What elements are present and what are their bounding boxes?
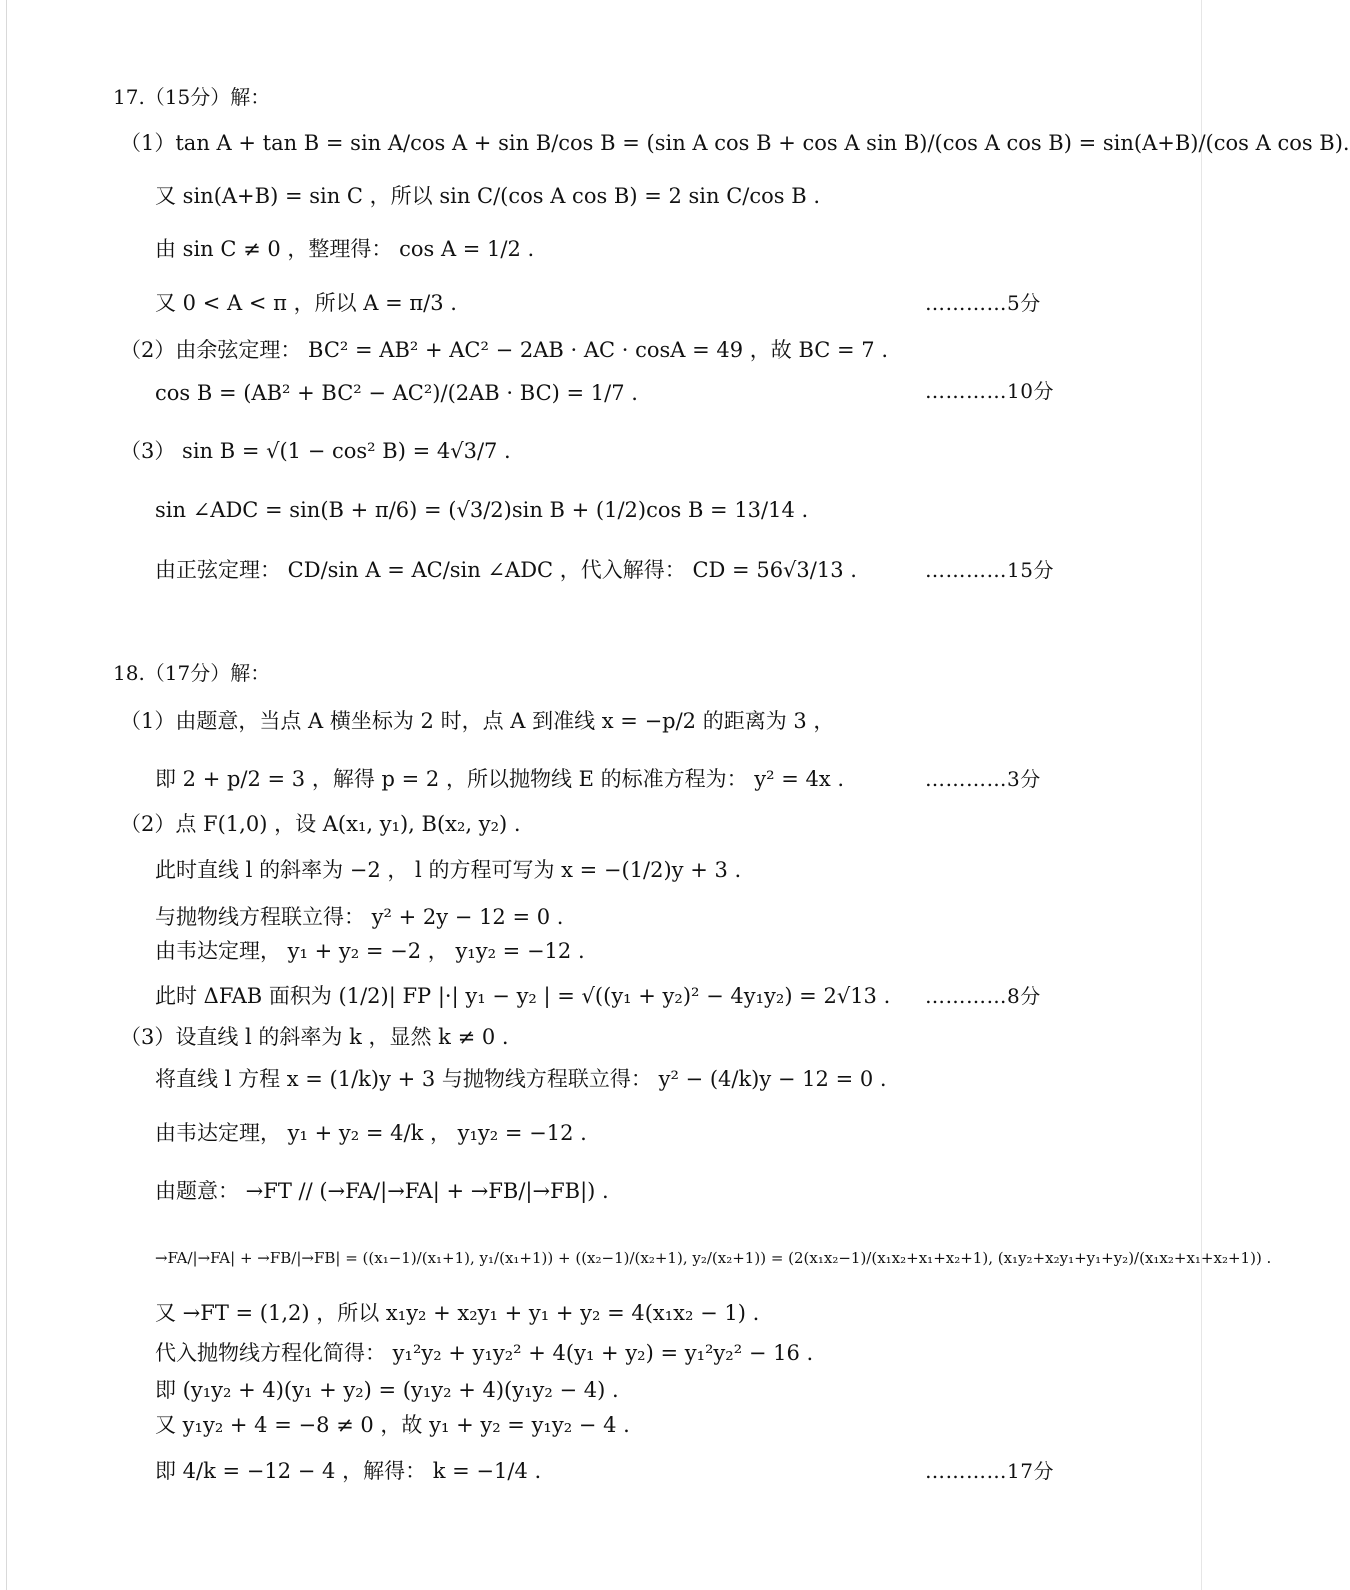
p17-line-6: cos B = (AB² + BC² − AC²)/(2AB · BC) = 1/7 . bbox=[155, 381, 638, 405]
p17-line-4: 又 0 < A < π ，所以 A = π/3 . bbox=[155, 291, 457, 315]
p18-line-13: 又 →FT = (1,2) ，所以 x₁y₂ + x₂y₁ + y₁ + y₂ = 4(x₁x₂ − 1) . bbox=[155, 1301, 760, 1325]
p18-line-2: 即 2 + p/2 = 3 ，解得 p = 2 ，所以抛物线 E 的标准方程为： y² = 4x . bbox=[155, 767, 845, 791]
p17-score-15: …………15分 bbox=[925, 558, 1054, 582]
p18-line-10: 由韦达定理， y₁ + y₂ = 4/k ， y₁y₂ = −12 . bbox=[155, 1121, 587, 1145]
p18-line-8: （3）设直线 l 的斜率为 k ，显然 k ≠ 0 . bbox=[120, 1025, 509, 1049]
p18-line-12: →FA/|→FA| + →FB/|→FB| = ((x₁−1)/(x₁+1), y₁/(x₁+1)) + ((x₂−1)/(x₂+1), y₂/(x₂+1)) = (2(x₁x₂−1)/(x₁x₂+x₁+x₂+1), (x₁y₂+x₂y₁+y₁+y₂)/(x₁x₂+x₁+x₂+1)) . bbox=[155, 1249, 1272, 1267]
p17-line-5: （2）由余弦定理： BC² = AB² + AC² − 2AB · AC · cosA = 49 ，故 BC = 7 . bbox=[120, 338, 889, 362]
p17-line-7: （3） sin B = √(1 − cos² B) = 4√3/7 . bbox=[120, 439, 511, 463]
p18-line-9: 将直线 l 方程 x = (1/k)y + 3 与抛物线方程联立得： y² − (4/k)y − 12 = 0 . bbox=[155, 1067, 887, 1091]
p18-line-11: 由题意： →FT // (→FA/|→FA| + →FB/|→FB|) . bbox=[155, 1179, 609, 1203]
p18-line-17: 即 4/k = −12 − 4 ，解得： k = −1/4 . bbox=[155, 1459, 542, 1483]
p18-line-16: 又 y₁y₂ + 4 = −8 ≠ 0 ，故 y₁ + y₂ = y₁y₂ − 4 . bbox=[155, 1413, 630, 1437]
p17-line-3: 由 sin C ≠ 0 ，整理得： cos A = 1/2 . bbox=[155, 237, 535, 261]
problem-17-heading: 17.（15分）解： bbox=[113, 85, 271, 109]
p17-score-10: …………10分 bbox=[925, 379, 1054, 403]
p18-score-3: …………3分 bbox=[925, 767, 1041, 791]
p18-score-8: …………8分 bbox=[925, 984, 1041, 1008]
p18-line-3: （2）点 F(1,0) ，设 A(x₁, y₁), B(x₂, y₂) . bbox=[120, 812, 521, 836]
p18-line-4: 此时直线 l 的斜率为 −2 ， l 的方程可写为 x = −(1/2)y + 3 . bbox=[155, 858, 742, 882]
p18-line-14: 代入抛物线方程化简得： y₁²y₂ + y₁y₂² + 4(y₁ + y₂) = y₁²y₂² − 16 . bbox=[155, 1341, 814, 1365]
p18-line-15: 即 (y₁y₂ + 4)(y₁ + y₂) = (y₁y₂ + 4)(y₁y₂ − 4) . bbox=[155, 1378, 619, 1402]
p17-line-2: 又 sin(A+B) = sin C ，所以 sin C/(cos A cos B) = 2 sin C/cos B . bbox=[155, 184, 820, 208]
p17-score-5: …………5分 bbox=[925, 291, 1041, 315]
p17-line-8: sin ∠ADC = sin(B + π/6) = (√3/2)sin B + (1/2)cos B = 13/14 . bbox=[155, 498, 809, 522]
p17-line-1: （1）tan A + tan B = sin A/cos A + sin B/cos B = (sin A cos B + cos A sin B)/(cos A cos B) = sin(A+B)/(cos A cos B). bbox=[120, 131, 1350, 155]
p18-line-5: 与抛物线方程联立得： y² + 2y − 12 = 0 . bbox=[155, 905, 564, 929]
p18-line-1: （1）由题意，当点 A 横坐标为 2 时，点 A 到准线 x = −p/2 的距离为 3 ， bbox=[120, 709, 835, 733]
problem-18-heading: 18.（17分）解： bbox=[113, 661, 271, 685]
p17-line-9: 由正弦定理： CD/sin A = AC/sin ∠ADC ，代入解得： CD = 56√3/13 . bbox=[155, 558, 857, 582]
p18-line-7: 此时 ΔFAB 面积为 (1/2)| FP |·| y₁ − y₂ | = √((y₁ + y₂)² − 4y₁y₂) = 2√13 . bbox=[155, 984, 891, 1008]
p18-line-6: 由韦达定理， y₁ + y₂ = −2 ， y₁y₂ = −12 . bbox=[155, 939, 585, 963]
p18-score-17: …………17分 bbox=[925, 1459, 1054, 1483]
